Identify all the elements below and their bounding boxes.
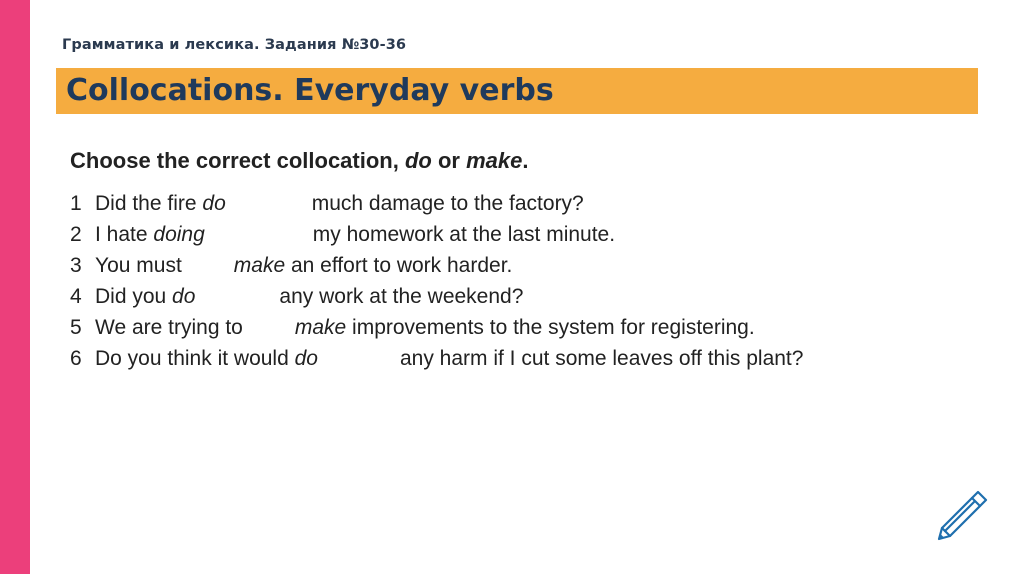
instruction-suffix: . [522,148,529,173]
item-text-after: any harm if I cut some leaves off this plant? [399,347,804,370]
item-number: 4 [70,285,82,308]
item-text-after: much damage to the factory? [311,192,584,215]
item-number: 5 [70,316,82,339]
item-answer: do [294,347,318,370]
exercise-item-1 [70,188,803,219]
item-answer: do [202,192,226,215]
item-number: 2 [70,223,82,246]
left-accent-bar [0,0,30,574]
option-make: make [466,148,523,173]
item-text-before: Do you think it would [95,347,295,370]
item-answer: make [294,316,347,339]
item-text-before: Did you [95,285,173,308]
option-do: do [404,148,432,173]
item-text-after: my homework at the last minute. [312,223,616,246]
exercise-item-2 [70,219,803,250]
exercise-item-3 [70,250,803,281]
exercise-item-4 [70,281,803,312]
exercise-instruction [70,146,803,176]
item-answer: do [172,285,196,308]
item-text-after: an effort to work harder. [285,254,513,277]
item-answer: doing [153,223,205,246]
item-text-after: improvements to the system for registering. [346,316,755,339]
item-text-after: any work at the weekend? [279,285,524,308]
item-text-before: I hate [95,223,154,246]
title-banner [56,68,978,114]
item-text-before: We are trying to [95,316,243,339]
exercise-item-6 [70,343,803,374]
exercise-block [70,146,803,374]
item-number: 6 [70,347,82,370]
item-text-before: Did the fire [95,192,203,215]
slide-title: Collocations. Everyday verbs [66,73,554,108]
item-text-before: You must [95,254,182,277]
slide-subtitle: Грамматика и лексика. Задания №30-36 [62,37,407,53]
instruction-prefix: Choose the correct collocation, [70,148,405,173]
instruction-or: or [431,148,467,173]
item-number: 3 [70,254,82,277]
pencil-icon[interactable] [932,488,990,546]
item-answer: make [233,254,286,277]
item-number: 1 [70,192,82,215]
exercise-item-5 [70,312,803,343]
